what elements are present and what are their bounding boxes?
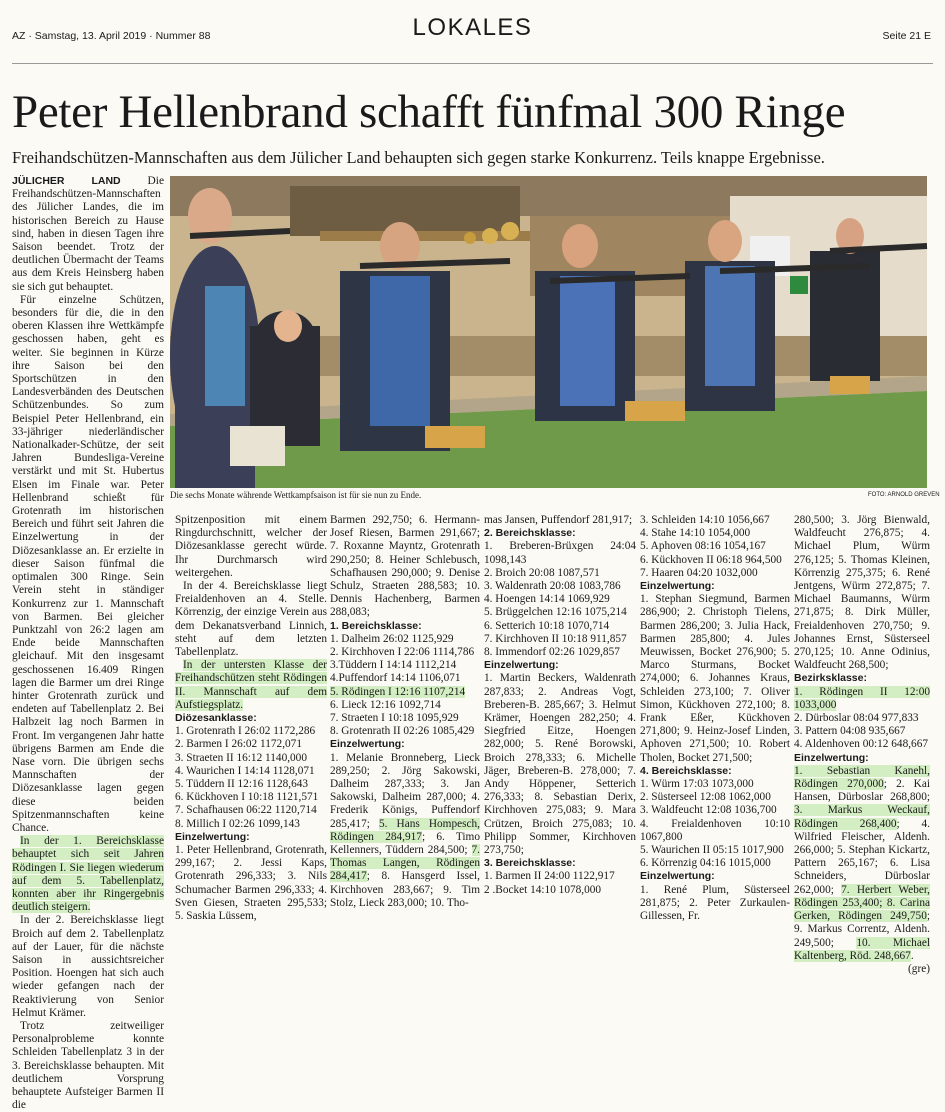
result-row: 3. Waldenrath 20:08 1083,786 [484, 580, 621, 593]
ranking-heading: Einzelwertung: [330, 738, 405, 751]
ranking-part: ; 9. Markus Correntz, Aldenh. 249,500; [794, 910, 930, 949]
highlight: 7. Herbert Weber, Rödingen 253,400; 8. Carina Gerken, Rödingen 249,750 [794, 883, 930, 923]
highlight: In der untersten Klasse der Freihandschützen steht Rödingen II. Mannschaft auf dem Aufstiegsplatz. [175, 659, 327, 711]
results-column-3 [484, 514, 636, 896]
issue-info: AZ · Samstag, 13. April 2019 · Nummer 88 [12, 30, 211, 42]
result-row: 3. Waldfeucht 12:08 1036,700 [640, 804, 777, 817]
result-row [794, 686, 930, 712]
highlighted-paragraph [12, 835, 164, 914]
ranking-text: 1. Stephan Siegmund, Barmen 286,900; 2. Christoph Tielens, Barmen 286,200; 3. Julia Hack, Barmen 285,800; 4. Jules Meuwissen, Bocket 276,900; 5. Marco Sturmans, Bocket 274,000; 6. Johannes Kraus, Schleiden 273,100; 7. Oliver Simon, Kückhoven 272,100; 8. Frank Eßer, Kückhoven 271,800; 9. Heinz-Josef Linden, Aphoven 271,500; 10. Robert Tholen, Bocket 271,500; [640, 593, 790, 764]
result-row: 2. Dürboslar 08:04 977,833 [794, 712, 919, 725]
result-row: 1. Barmen II 24:00 1122,917 [484, 870, 615, 883]
photo-credit: FOTO: ARNOLD GREVEN [868, 492, 940, 498]
body-paragraph: In der 4. Bereichsklasse liegt Freialdenhoven an 4. Stelle. Körrenzig, der einzige Verein aus dem Dekanatsverband Linnich, steht auf dem letzten Tabellenplatz. [175, 580, 327, 659]
results-column-5 [794, 514, 930, 975]
subheadline: Freihandschützen-Mannschaften aus dem Jülicher Land behaupten sich gegen starke Konkurrenz. Teils knappe Ergebnisse. [12, 148, 825, 167]
result-row: 5. Waurichen II 05:15 1017,900 [640, 844, 784, 857]
result-row: 4. Aldenhoven 00:12 648,667 [794, 738, 928, 751]
dateline: JÜLICHER LAND [12, 175, 121, 187]
ranking-part: ; 8. Hansgerd Issel, Kirchhoven 283,667; 9. Tim Stolz, Lieck 283,000; 10. Tho- [330, 870, 480, 909]
body-paragraph: In der 2. Bereichsklasse liegt Broich auf dem 2. Tabellenplatz auf der Lauer, für die nächste Saison in aussichtsreicher Position. Hoengen hat sich auch wieder gefangen nach der Reaktivierung von Senior Helmut Krämer. [12, 914, 164, 1019]
result-row: 3. Straeten II 16:12 1140,000 [175, 751, 307, 764]
result-row: 8. Millich I 02:26 1099,143 [175, 817, 300, 830]
author-signature: (gre) [908, 962, 930, 975]
shooters-photo [170, 176, 927, 488]
highlight: 1. Sebastian Kanehl, Rödingen 270,000 [794, 764, 930, 791]
result-row: 5. Brüggelchen 12:16 1075,214 [484, 606, 627, 619]
result-row: 4. Stahe 14:10 1054,000 [640, 527, 751, 540]
result-row: 7. Kirchhoven II 10:18 911,857 [484, 632, 627, 645]
results-column-4 [640, 514, 790, 923]
ranking-part: . [910, 949, 914, 962]
result-row: 6. Körrenzig 04:16 1015,000 [640, 857, 771, 870]
result-row: 3. Schleiden 14:10 1056,667 [640, 514, 770, 526]
result-row: 3.Tüddern I 14:14 1112,214 [330, 659, 457, 672]
result-row: 5. Tüddern II 12:16 1128,643 [175, 778, 309, 791]
photo-caption: Die sechs Monate währende Wettkampfsaison ist für sie nun zu Ende. [170, 490, 422, 500]
result-row: 6. Kückhoven II 06:18 964,500 [640, 553, 782, 566]
result-row: 8. Grotenrath II 02:26 1085,429 [330, 725, 475, 738]
ranking-heading: Einzelwertung: [794, 751, 869, 764]
ranking-part: ; 2. Kai Hansen, Dürboslar 268,800; [794, 778, 930, 804]
ranking-text [330, 752, 480, 910]
result-row: 6. Setterich 10:18 1070,714 [484, 619, 610, 632]
class-heading: Bezirksklasse: [794, 672, 867, 685]
result-row: 4.Puffendorf 14:14 1106,071 [330, 672, 461, 685]
class-heading: 2. Bereichsklasse: [484, 527, 576, 540]
result-row: 6. Kückhoven I 10:18 1121,571 [175, 791, 319, 804]
highlight: 3. Markus Weckauf, Rödingen 268,400 [794, 804, 930, 830]
highlighted-paragraph [175, 659, 327, 712]
highlight: 5. Hans Hompesch, Rödingen 284,917 [330, 817, 480, 843]
result-row: 4. Hoengen 14:14 1069,929 [484, 593, 610, 606]
body-paragraph: Trotz zeitweiliger Personalprobleme konnte Schleiden Tabellenplatz 3 in der 3. Bereichsklasse behaupten. Mit deutlichem Vorsprung behauptete Aufsteiger Barmen II die [12, 1020, 164, 1112]
class-heading: Diözesanklasse: [175, 712, 257, 725]
ranking-text: 1. René Plum, Süsterseel 281,875; 2. Peter Zurkaulen-Gillessen, Fr. [640, 883, 790, 923]
class-heading: 4. Bereichsklasse: [640, 764, 732, 777]
result-row: 1. Grotenrath I 26:02 1172,286 [175, 725, 316, 738]
result-row: 2. Broich 20:08 1087,571 [484, 566, 600, 579]
result-row: 6. Lieck 12:16 1092,714 [330, 698, 441, 711]
result-row: 1. Würm 17:03 1073,000 [640, 778, 754, 791]
ranking-text [794, 765, 930, 963]
ranking-text: mas Jansen, Puffendorf 281,917; [484, 514, 633, 526]
highlight: 5. Rödingen I 12:16 1107,214 [330, 685, 466, 698]
page-number: Seite 21 E [882, 30, 931, 42]
result-row: 2. Barmen I 26:02 1172,071 [175, 738, 302, 751]
highlight: 1. Rödingen II 12:00 1033,000 [794, 685, 930, 711]
result-row: 1. Dalheim 26:02 1125,929 [330, 632, 454, 645]
result-row: 2. Kirchhoven I 22:06 1114,786 [330, 646, 475, 659]
header-rule [12, 63, 933, 64]
result-row: 7. Haaren 04:20 1032,000 [640, 566, 758, 579]
ranking-text: 1. Martin Beckers, Waldenrath 287,833; 2. Andreas Vogt, Breberen-B. 285,667; 3. Helmut Krämer, Hoengen 282,250; 4. Siegfried Eitze, Hoengen 282,000; 5. René Borowski, Broich 278,333; 6. Michelle Jäger, Breberen-B. 278,000; 7. Andy Höppener, Setterich 276,333; 8. Sebastian Derix, Kirchhoven 275,083; 9. Mara Crützen, Broich 275,083; 10. Philipp Sommer, Kirchhoven 273,750; [484, 672, 636, 857]
class-heading: 1. Bereichsklasse: [330, 619, 422, 632]
body-paragraph: Für einzelne Schützen, besonders für die, die in den oberen Klassen ihre Wettkämpfe geschossen haben, geht es weiter. Sie beginnen in Kürze ihre Saison bei den Sportschützen in den Landesverbänden des Deutschen Schützenbundes. So zum Beispiel Peter Hellenbrand, ein 33-jähriger niederländischer Nationalkader-Schütze, der seit Jahren Bundesliga-Vereine verstärkt und mit St. Hubertus Elsen im Finale war. Peter Hellenbrand schießt für Grotenrath im historischen Bereich und führt seit Jahren die Einzelwertung in der Diözesanklasse an. Er erzielte in dieser Saison fünfmal die optimalen 300 Ringe. Sein Verein steht in ständiger Konkurrenz zur 1. Mannschaft von Barmen. Bei gleicher Punktzahl von 26:2 lagen am Ende beide Mannschaften gleichauf. Mit den insgesamt geschossenen 16.409 Ringen lagen die Barmer um drei Ringe hinter Grotenrath zurück und endeten auf Tabellenplatz 2. Bei Halbzeit lag noch Barmen in Front. Im vergangenen Jahr hatte übrigens Barmen am Ende die Nase vorn. Die übrigen sechs Mannschaften der Diözesanklasse lagen gegen diese beiden Spitzenmannschaften keine Chance. [12, 293, 164, 834]
result-row: 4. Freialdenhoven 10:10 1067,800 [640, 817, 790, 843]
result-row: 7. Straeten I 10:18 1095,929 [330, 712, 459, 725]
ranking-part: ; 4. Wilfried Fleischer, Aldenh. 266,000; 5. Stephan Kickartz, Pattern 265,167; 6. Lisa Schneiders, Dürboslar 262,000; [794, 817, 930, 896]
result-row: 8. Immendorf 02:26 1029,857 [484, 646, 620, 659]
ranking-heading: Einzelwertung: [640, 870, 715, 883]
result-row: 1. Breberen-Brüxgen 24:04 1098,143 [484, 540, 636, 566]
ranking-text: 1. Peter Hellenbrand, Grotenrath, 299,167; 2. Jessi Kaps, Grotenrath 296,333; 3. Nils Schumacher Barmen 296,333; 4. Sven Giesen, Straeten 295,533; 5. Saskia Lüssem, [175, 844, 327, 923]
result-row: 2. Süsterseel 12:08 1062,000 [640, 791, 771, 804]
lead-paragraph [12, 175, 164, 294]
ranking-part: 1. Melanie Bronneberg, Lieck 289,250; 2. Jörg Sakowski, Dalheim 287,333; 3. Jan Sakowski, Dalheim 287,000; 4. Frederik Königs, Puffendorf 285,417; [330, 751, 480, 830]
ranking-text: Barmen 292,750; 6. Hermann-Josef Riesen, Barmen 291,667; 7. Roxanne Mayntz, Grotenrath 290,250; 8. Heiner Schlebusch, Schafhausen 290,000; 9. Denise Schulz, Straeten 288,583; 10. Dennis Hachenberg, Barmen 288,083; [330, 514, 480, 619]
result-row: 4. Waurichen I 14:14 1128,071 [175, 764, 315, 777]
result-row: 2 .Bocket 14:10 1078,000 [484, 883, 602, 896]
results-column-2 [330, 514, 480, 909]
result-row: 3. Pattern 04:08 935,667 [794, 725, 906, 738]
highlight: 7. Thomas Langen, Rödingen 284,417 [330, 844, 480, 883]
ranking-text: 280,500; 3. Jörg Bienwald, Waldfeucht 276,875; 4. Michael Plum, Würm 276,125; 5. Thomas Kleinen, Körrenzig 275,375; 6. René Jentgens, Würm 272,875; 7. Michael Baumanns, Würm 271,875; 8. Dirk Müller, Freialdenhoven 270,750; 9. Johannes Ernst, Süsterseel 270,125; 10. Anne Odinius, Waldfeucht 268,500; [794, 514, 930, 672]
ranking-heading: Einzelwertung: [484, 659, 559, 672]
ranking-heading: Einzelwertung: [175, 830, 250, 843]
lead-text: Die Freihandschützen-Mannschaften des Jülicher Landes, die im historischen Bereich zu Hause sind, haben in diesen Tagen ihre Saison beendet. Trotz der deutlichen Übermacht der Teams aus dem Kreis Heinsberg haben sie sich gut behauptet. [12, 175, 164, 293]
results-column-1 [175, 514, 327, 923]
body-paragraph: Spitzenposition mit einem Ringdurchschnitt, welcher der Diözesanklasse gerecht würde. Ihr Durchmarsch wird weitergehen. [175, 514, 327, 579]
ranking-part: ; 6. Timo Kellenners, Tüddern 284,500; [330, 830, 480, 857]
ranking-heading: Einzelwertung: [640, 580, 715, 593]
result-row: 7. Schafhausen 06:22 1120,714 [175, 804, 317, 817]
result-row [330, 686, 480, 699]
lead-column [12, 175, 164, 1112]
highlight: In der 1. Bereichsklasse behauptet sich seit Jahren Rödingen I. Sie liegen wiederum auf dem 5. Tabellenplatz, konnten aber ihr Ringergebnis deutlich steigern. [12, 835, 164, 914]
class-heading: 3. Bereichsklasse: [484, 857, 576, 870]
headline: Peter Hellenbrand schafft fünfmal 300 Ringe [12, 86, 846, 138]
section-title: LOKALES [412, 14, 533, 41]
result-row: 5. Aphoven 08:16 1054,167 [640, 540, 766, 553]
highlight: 10. Michael Kaltenberg, Röd. 248,667 [794, 936, 930, 962]
